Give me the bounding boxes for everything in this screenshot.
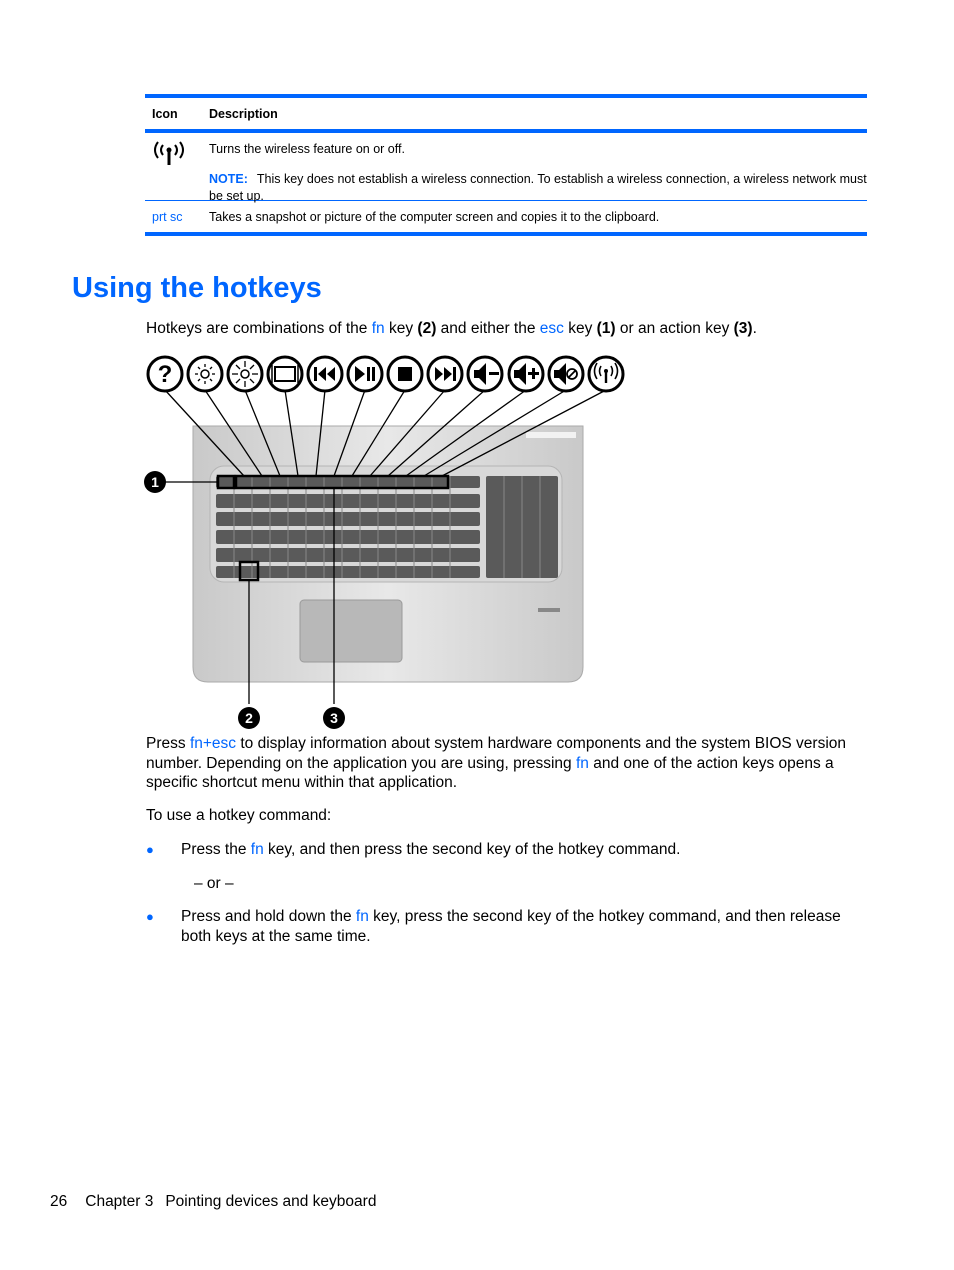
svg-text:?: ? [157,361,173,388]
stop-icon [388,357,422,391]
previous-track-icon [308,357,342,391]
volume-down-icon [468,357,502,391]
wireless-icon [589,357,623,391]
callout-2 [238,707,260,729]
table-row [145,133,867,203]
header-icon: Icon [152,106,178,121]
mute-icon [549,357,583,391]
volume-up-icon [509,357,543,391]
row-description: Takes a snapshot or picture of the computer screen and copies it to the clipboard. [209,209,660,224]
display-switch-icon [268,357,302,391]
table-bottom-rule [145,232,867,236]
hotkey-table [145,94,867,236]
keyboard-illustration [138,352,638,734]
fn-esc-paragraph: Press fn+esc to display information about system hardware components and the system BIOS version number. Depending on the application you are using, pressing fn and one of the action keys opens a specific shortcut menu within that application. [146,735,847,791]
callout-1 [144,471,166,493]
table-row [145,201,867,232]
row-description: Turns the wireless feature on or off. [209,142,405,156]
note [209,171,867,205]
note-label: NOTE: [209,172,248,186]
table-header [145,98,867,129]
header-description: Description [209,106,278,121]
intro-paragraph: Hotkeys are combinations of the fn key (2) and either the esc key (1) or an action key (3). [146,320,757,337]
bullet-dot: ● [146,909,154,924]
chapter-label: Chapter 3 [85,1193,154,1210]
brightness-up-icon [228,357,262,391]
wireless-icon [152,141,186,167]
chapter-title: Pointing devices and keyboard [165,1193,377,1210]
section-heading: Using the hotkeys [72,272,322,304]
brightness-down-icon [188,357,222,391]
help-icon [148,357,182,391]
next-track-icon [428,357,462,391]
play-pause-icon [348,357,382,391]
page-footer [50,1193,394,1211]
svg-text:2: 2 [245,710,253,726]
hotkey-intro: To use a hotkey command: [146,807,332,824]
bullet-dot: ● [146,842,154,857]
page-number: 26 [50,1193,68,1210]
prt-sc-label: prt sc [152,209,183,224]
callout-3 [323,707,345,729]
keyboard-figure [138,352,638,739]
svg-text:1: 1 [151,474,159,490]
note-text: This key does not establish a wireless connection. To establish a wireless connection, a wireless network must be set up. [209,172,867,203]
svg-text:3: 3 [330,710,338,726]
or-separator: – or – [194,875,234,892]
